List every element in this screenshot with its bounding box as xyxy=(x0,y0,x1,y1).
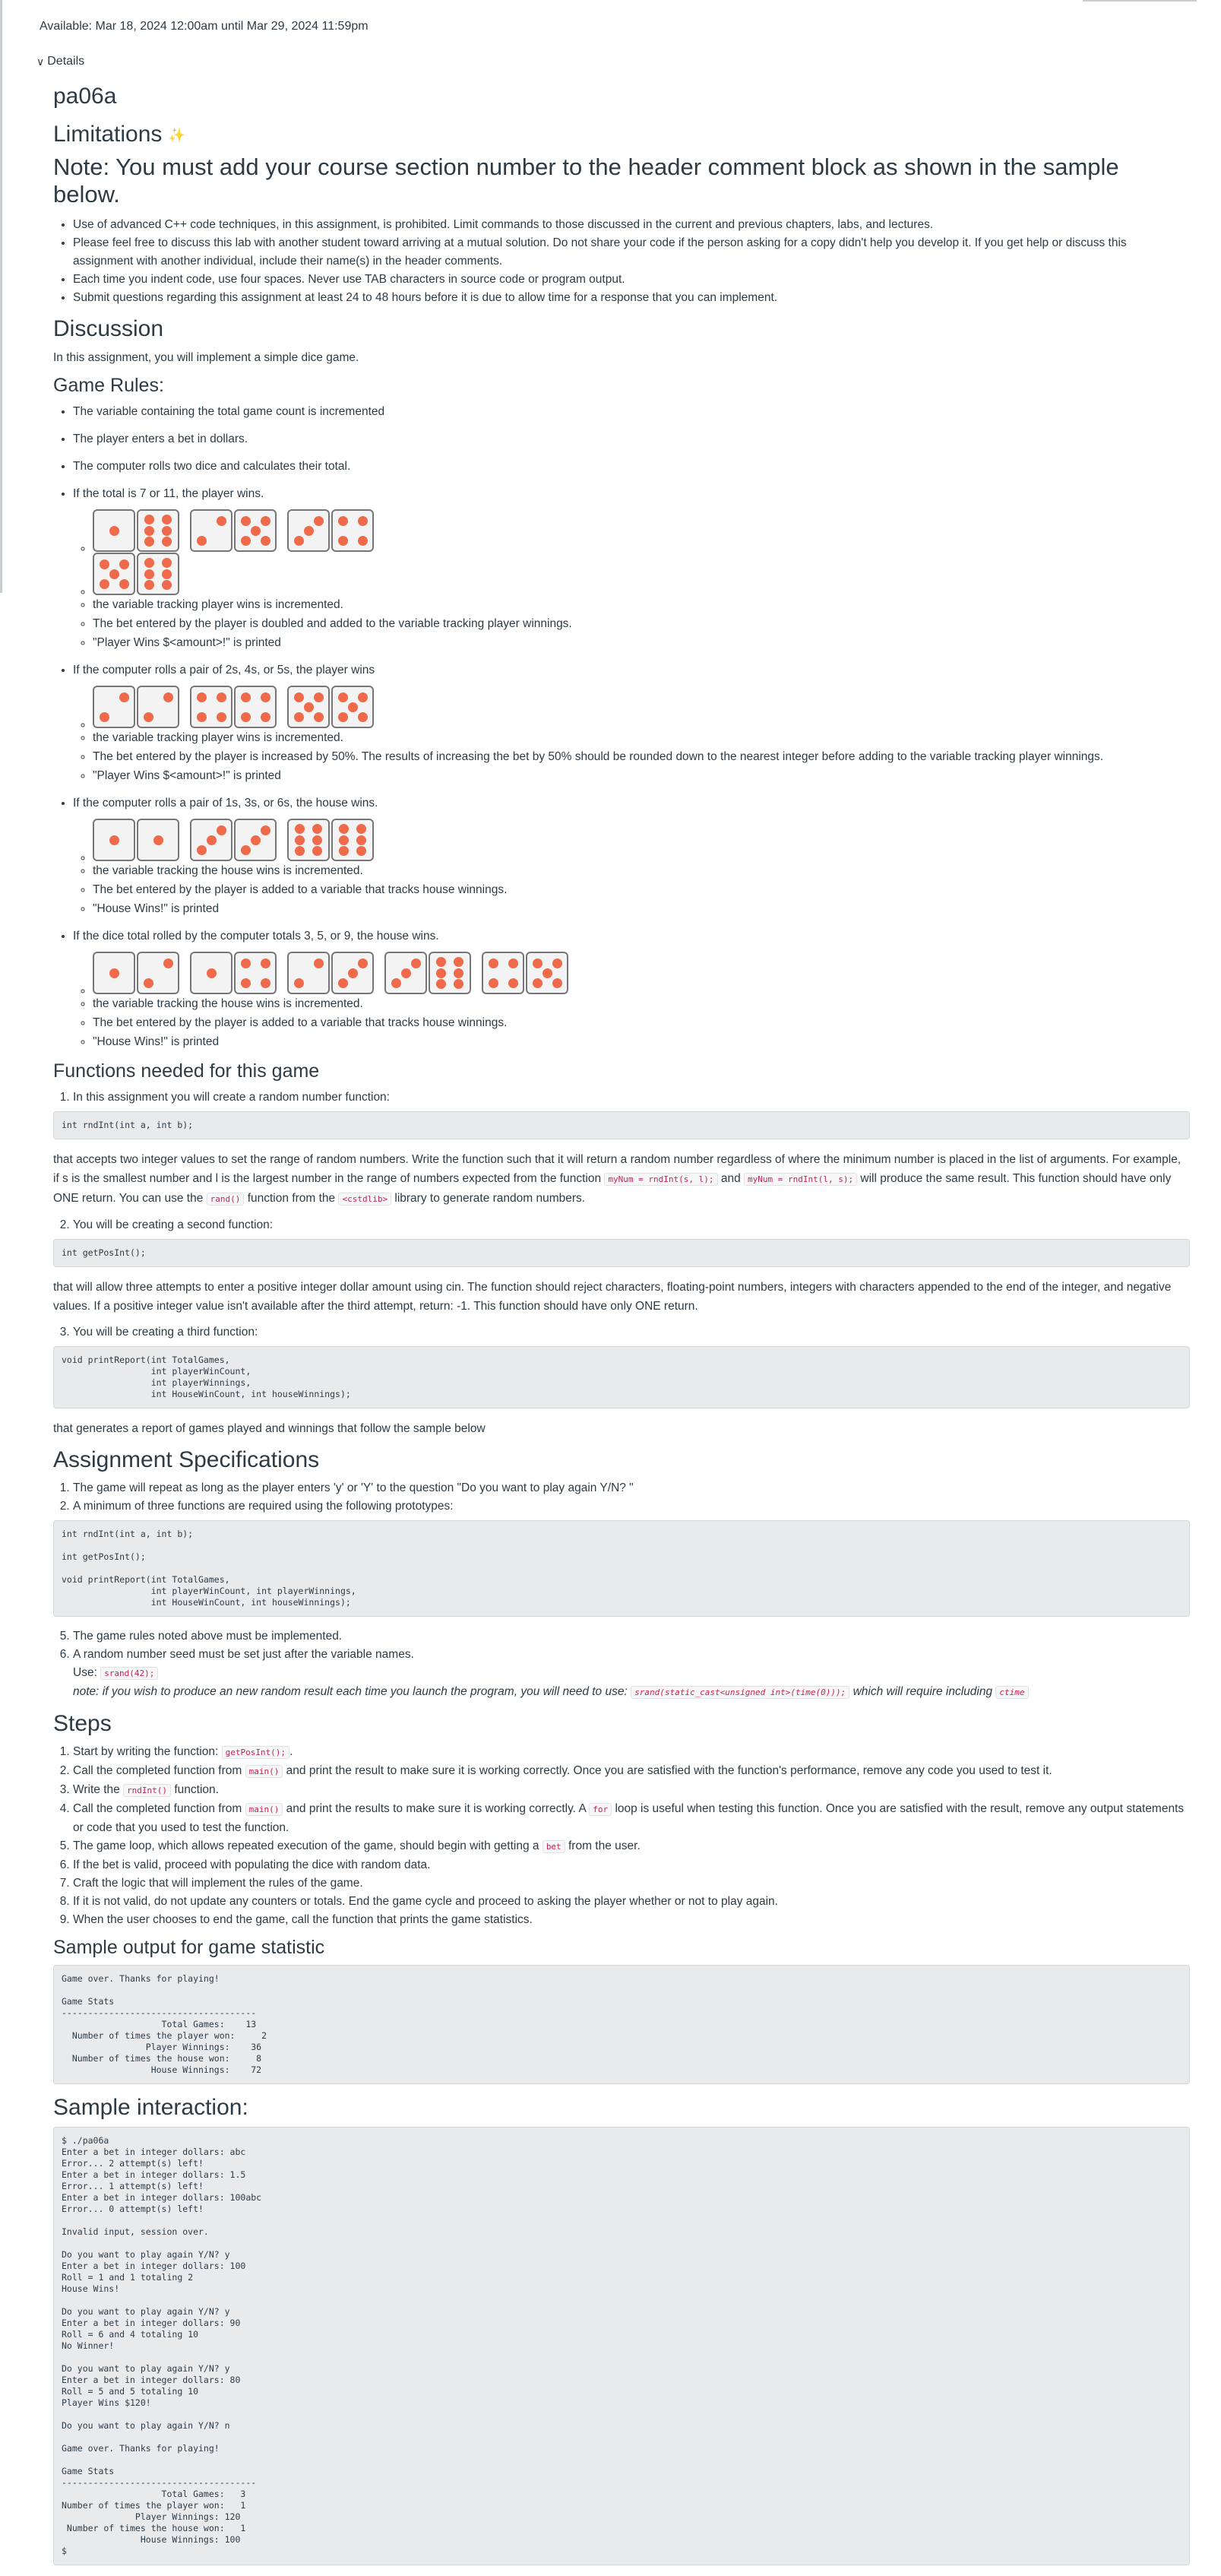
inline-code: main() xyxy=(245,1803,283,1816)
dice-image-row xyxy=(93,819,1190,861)
inline-code: for xyxy=(589,1803,612,1816)
limitations-list xyxy=(53,216,1190,307)
list-item: • Each time you indent code, use four spaces. Never use TAB characters in source code or program output. xyxy=(73,271,1190,289)
pip xyxy=(197,845,207,855)
pip xyxy=(312,835,322,845)
limitations-heading xyxy=(53,122,1190,147)
list-item xyxy=(73,1646,1190,1702)
pip xyxy=(508,958,518,968)
die-face-1 xyxy=(93,819,135,861)
code-block: void printReport(int TotalGames, int playerWinCount, int playerWinnings, int HouseWinCount, int houseWinnings); xyxy=(53,1346,1190,1408)
inline-code: ctime xyxy=(995,1686,1028,1699)
list-item xyxy=(73,1800,1190,1837)
dice-pair xyxy=(190,952,277,994)
text: Use: xyxy=(73,1666,97,1679)
dice-image-row xyxy=(93,952,1190,994)
dice-pair xyxy=(287,819,374,861)
die-face-2 xyxy=(137,686,179,728)
pip xyxy=(144,526,154,536)
pip xyxy=(294,978,304,988)
pip xyxy=(100,712,109,722)
pip xyxy=(314,958,324,968)
list-item: • The computer rolls two dice and calculates their total. xyxy=(73,458,1190,476)
pip xyxy=(241,536,251,546)
pip xyxy=(338,978,348,988)
pip xyxy=(162,569,172,579)
sample-stats-heading: Sample output for game statistic xyxy=(53,1937,325,1958)
pip xyxy=(261,825,270,835)
game-rules-list xyxy=(53,403,1190,1051)
text: Call the completed function from xyxy=(73,1802,242,1815)
pip xyxy=(109,569,119,579)
die-face-3 xyxy=(331,952,374,994)
list-item: ◦ The bet entered by the player is increased by 50%. The results of increasing the bet by 50% should be rounded down to the nearest integer before adding to the variable tracking player winnings. xyxy=(93,748,1190,766)
inline-code: getPosInt(); xyxy=(222,1746,289,1759)
dice-image-row xyxy=(93,553,1190,595)
pip xyxy=(358,516,368,526)
list-item: • Use of advanced C++ code techniques, in this assignment, is prohibited. Limit commands to those discussed in the current and previous chapters, labs, and lectures. xyxy=(73,216,1190,234)
text: loop is useful when testing this function. Once you are satisfied with the result, remove any output statements or code that you used to test the function. xyxy=(73,1802,1185,1834)
list-item xyxy=(73,1781,1190,1800)
pip xyxy=(533,958,542,968)
pip xyxy=(261,978,270,988)
pip xyxy=(197,712,207,722)
pip xyxy=(304,526,314,536)
die-face-5 xyxy=(234,509,277,552)
pip xyxy=(295,835,305,845)
pip xyxy=(391,978,401,988)
die-face-4 xyxy=(190,686,232,728)
pip xyxy=(358,712,368,722)
code-block: int rndInt(int a, int b); int getPosInt(); void printReport(int TotalGames, int playerWinCount, int playerWinnings, int HouseWinCount, int houseWinnings); xyxy=(53,1520,1190,1617)
limitations-heading-text: Limitations xyxy=(53,122,163,147)
pip xyxy=(163,692,173,702)
steps-list xyxy=(53,1743,1190,1929)
text: The game loop, which allows repeated execution of the game, should begin with getting a xyxy=(73,1839,539,1852)
pip xyxy=(339,846,349,856)
pip xyxy=(162,558,172,568)
dice-pair xyxy=(287,509,374,552)
rule-case xyxy=(73,927,1190,1051)
die-face-3 xyxy=(287,509,330,552)
list-item: ◦ "House Wins!" is printed xyxy=(93,1033,1190,1051)
rule-case-sublist xyxy=(73,686,1190,785)
pip xyxy=(261,516,270,526)
function-2-description: that will allow three attempts to enter a positive integer dollar amount using cin. The function should reject characters, floating-point numbers, integers with characters appended to the end of the integer, and negative values. If a positive integer value isn't available after the third attempt, return: -1. This function should have only ONE return. xyxy=(53,1281,1172,1313)
die-face-2 xyxy=(93,686,135,728)
dice-pair xyxy=(482,952,568,994)
dice-pair xyxy=(190,509,277,552)
pip xyxy=(162,537,172,547)
pip xyxy=(251,835,261,845)
pip xyxy=(197,536,207,546)
text: which will require including xyxy=(852,1685,993,1698)
pip xyxy=(109,968,119,978)
text: that accepts two integer values to set the range of random numbers. Write the function such that it will return a random number regardless of where the minimum number is placed in the list of arguments. For example, if s is the smallest number and l is the largest number in the range of numbers expected from the function xyxy=(53,1153,1181,1185)
steps-heading: Steps xyxy=(53,1711,112,1736)
die-face-3 xyxy=(384,952,427,994)
pip xyxy=(100,559,109,569)
sample-interaction-heading: Sample interaction: xyxy=(53,2095,248,2120)
left-scroll-edge[interactable] xyxy=(0,0,2,593)
pip xyxy=(339,835,349,845)
pip xyxy=(163,958,173,968)
list-item: ◦ "House Wins!" is printed xyxy=(93,900,1190,918)
pip xyxy=(197,692,207,702)
pip xyxy=(261,958,270,968)
pip xyxy=(162,515,172,524)
pip xyxy=(314,692,324,702)
die-face-4 xyxy=(234,686,277,728)
pip xyxy=(356,824,366,834)
assignment-title: pa06a xyxy=(53,84,117,109)
die-face-6 xyxy=(429,952,471,994)
pip xyxy=(489,958,498,968)
pip xyxy=(436,979,446,989)
list-item: ◦ the variable tracking player wins is incremented. xyxy=(93,596,1190,614)
pip xyxy=(338,516,348,526)
function-3-description: that generates a report of games played and winnings that follow the sample below xyxy=(53,1422,486,1435)
text: from the user. xyxy=(568,1839,641,1852)
list-item xyxy=(73,1762,1190,1781)
functions-list-3 xyxy=(53,1323,1190,1342)
die-face-5 xyxy=(331,686,374,728)
die-face-3 xyxy=(234,819,277,861)
dice-row xyxy=(93,509,1190,552)
pip xyxy=(295,846,305,856)
pip xyxy=(109,526,119,536)
dice-image-row xyxy=(93,686,1190,728)
list-item: 1. In this assignment you will create a random number function: xyxy=(73,1088,1190,1107)
dice-pair xyxy=(190,819,277,861)
list-item: ◦ The bet entered by the player is added to a variable that tracks house winnings. xyxy=(93,1014,1190,1032)
inline-code: srand(42); xyxy=(100,1667,158,1680)
pip xyxy=(207,968,217,978)
pip xyxy=(348,702,358,712)
dice-pair xyxy=(384,952,471,994)
sample-stats-code: Game over. Thanks for playing! Game Stats ------------------------------------- Total Games: 13 Number of times the player won: 2 Player Winnings: 36 Number of times the house won: 8 House Winnings: 72 xyxy=(53,1965,1190,2084)
details-toggle[interactable] xyxy=(36,55,84,68)
rule-case xyxy=(73,485,1190,652)
pip xyxy=(241,978,251,988)
list-item: • The variable containing the total game count is incremented xyxy=(73,403,1190,421)
list-item: ◦ The bet entered by the player is doubled and added to the variable tracking player winnings. xyxy=(93,615,1190,633)
die-face-1 xyxy=(93,952,135,994)
pip xyxy=(261,536,270,546)
rule-case-sublist xyxy=(73,819,1190,918)
list-item xyxy=(73,1743,1190,1762)
die-face-2 xyxy=(287,952,330,994)
pip xyxy=(217,712,226,722)
pip xyxy=(339,824,349,834)
inline-code: rndInt() xyxy=(123,1784,171,1797)
code-block: int rndInt(int a, int b); xyxy=(53,1111,1190,1139)
pip xyxy=(261,692,270,702)
pip xyxy=(454,957,463,967)
inline-code: rand() xyxy=(207,1193,245,1206)
top-divider xyxy=(1083,0,1197,2)
pip xyxy=(144,569,154,579)
dice-row xyxy=(93,952,1190,994)
function-1-description xyxy=(53,1150,1190,1209)
dice-pair xyxy=(190,686,277,728)
pip xyxy=(454,979,463,989)
pip xyxy=(356,835,366,845)
pip xyxy=(454,968,463,978)
text: Start by writing the function: xyxy=(73,1745,219,1758)
sample-interaction-code: $ ./pa06a Enter a bet in integer dollars: abc Error... 2 attempt(s) left! Enter a bet in integer dollars: 1.5 Error... 1 attempt(s) left! Enter a bet in integer dollars: 100abc Error... 0 attempt(s) left! Invalid input, session over. Do you want to play again Y/N? y Enter a bet in integer dollars: 100 Roll = 1 and 1 totaling 2 House Wins! Do you want to play again Y/N? y Enter a bet in integer dollars: 90 Roll = 6 and 4 totaling 10 No Winner! Do you want to play again Y/N? y Enter a bet in integer dollars: 80 Roll = 5 and 5 totaling 10 Player Wins $120! Do you want to play again Y/N? n Game over. Thanks for playing! Game Stats ------------------------------------- Total Games: 3 Number of times the player won: 1 Player Winnings: 120 Number of times the house won: 1 House Winnings: 100 $ xyxy=(53,2127,1190,2565)
pip xyxy=(119,692,129,702)
text: Write the xyxy=(73,1783,120,1796)
dice-pair xyxy=(287,686,374,728)
inline-code: main() xyxy=(245,1765,283,1778)
specs-heading: Assignment Specifications xyxy=(53,1447,320,1472)
pip xyxy=(119,559,129,569)
dice-pair xyxy=(287,952,374,994)
dice-row xyxy=(93,553,1190,595)
dice-image-row xyxy=(93,509,1190,552)
assignment-content xyxy=(53,82,1190,2576)
pip xyxy=(144,712,153,722)
list-item: ◦ the variable tracking player wins is incremented. xyxy=(93,729,1190,747)
die-face-6 xyxy=(287,819,330,861)
pip xyxy=(109,835,119,845)
list-item: • Please feel free to discuss this lab with another student toward arriving at a mutual solution. Do not share your code if the person asking for a copy didn't help you develop it. If you get help or discuss this assignment with another individual, include their name(s) in the header comments. xyxy=(73,234,1190,271)
sparkle-icon[interactable]: ✨ xyxy=(168,127,186,143)
availability-text: Available: Mar 18, 2024 12:00am until Mar 29, 2024 11:59pm xyxy=(40,20,369,33)
section-number-note: Note: You must add your course section number to the header comment block as shown in the sample below. xyxy=(53,154,1119,208)
rule-case-title: If the computer rolls a pair of 1s, 3s, or 6s, the house wins. xyxy=(73,797,378,810)
inline-code: bet xyxy=(542,1840,565,1853)
dice-pair xyxy=(93,553,179,595)
specs-list xyxy=(53,1479,1190,1516)
pip xyxy=(295,824,305,834)
pip xyxy=(294,692,304,702)
pip xyxy=(411,958,421,968)
list-item: • The player enters a bet in dollars. xyxy=(73,430,1190,448)
pip xyxy=(251,526,261,536)
pip xyxy=(338,692,348,702)
text: Call the completed function from xyxy=(73,1764,242,1777)
pip xyxy=(508,978,518,988)
discussion-heading: Discussion xyxy=(53,316,164,341)
pip xyxy=(241,516,251,526)
text: will produce the same result. This function should have only ONE return. You can use the xyxy=(53,1172,1172,1205)
die-face-6 xyxy=(331,819,374,861)
inline-code: myNum = rndInt(s, l); xyxy=(604,1173,717,1186)
pip xyxy=(144,558,154,568)
pip xyxy=(314,516,324,526)
pip xyxy=(162,526,172,536)
die-face-2 xyxy=(137,952,179,994)
die-face-5 xyxy=(287,686,330,728)
pip xyxy=(552,978,562,988)
die-face-4 xyxy=(331,509,374,552)
pip xyxy=(241,845,251,855)
dice-pair xyxy=(93,686,179,728)
list-item: ◦ The bet entered by the player is added to a variable that tracks house winnings. xyxy=(93,881,1190,899)
pip xyxy=(533,978,542,988)
rule-case-sublist xyxy=(73,952,1190,1051)
pip xyxy=(261,712,270,722)
die-face-4 xyxy=(234,952,277,994)
pip xyxy=(338,536,348,546)
chevron-down-icon: ∨ xyxy=(36,55,45,68)
pip xyxy=(542,968,552,978)
discussion-text: In this assignment, you will implement a simple dice game. xyxy=(53,351,359,364)
list-item xyxy=(73,1837,1190,1856)
pip xyxy=(217,825,226,835)
list-item: 2. A minimum of three functions are required using the following prototypes: xyxy=(73,1497,1190,1516)
pip xyxy=(241,958,251,968)
pip xyxy=(436,968,446,978)
pip xyxy=(356,846,366,856)
die-face-1 xyxy=(190,952,232,994)
text: and print the results to make sure it is working correctly. A xyxy=(286,1802,586,1815)
pip xyxy=(358,958,368,968)
list-item: 2. You will be creating a second function: xyxy=(73,1216,1190,1234)
pip xyxy=(348,968,358,978)
pip xyxy=(358,692,368,702)
pip xyxy=(153,835,163,845)
functions-list-1 xyxy=(53,1088,1190,1107)
list-item: 7. Craft the logic that will implement the rules of the game. xyxy=(73,1874,1190,1893)
details-label: Details xyxy=(47,55,85,68)
pip xyxy=(144,537,154,547)
dice-row xyxy=(93,819,1190,861)
pip xyxy=(217,516,226,526)
pip xyxy=(436,957,446,967)
die-face-1 xyxy=(93,509,135,552)
dice-pair xyxy=(93,819,179,861)
die-face-2 xyxy=(190,509,232,552)
text: . xyxy=(289,1745,293,1758)
top-bar xyxy=(0,0,1221,46)
dice-pair xyxy=(93,952,179,994)
list-item: 3. You will be creating a third function: xyxy=(73,1323,1190,1342)
functions-heading: Functions needed for this game xyxy=(53,1060,320,1082)
rule-case xyxy=(73,661,1190,785)
die-face-5 xyxy=(526,952,568,994)
text: library to generate random numbers. xyxy=(394,1192,586,1205)
die-face-3 xyxy=(190,819,232,861)
list-item: 9. When the user chooses to end the game, call the function that prints the game statistics. xyxy=(73,1911,1190,1929)
pip xyxy=(304,702,314,712)
list-item: • Submit questions regarding this assignment at least 24 to 48 hours before it is due to allow time for a response that you can implement. xyxy=(73,289,1190,307)
pip xyxy=(207,835,217,845)
pip xyxy=(401,968,411,978)
pip xyxy=(312,824,322,834)
pip xyxy=(100,579,109,589)
die-face-5 xyxy=(93,553,135,595)
list-item: ◦ the variable tracking the house wins is incremented. xyxy=(93,995,1190,1013)
dice-row xyxy=(93,686,1190,728)
pip xyxy=(552,958,562,968)
text: and print the result to make sure it is working correctly. Once you are satisfied with the function's performance, remove any code you used to test it. xyxy=(286,1764,1052,1777)
inline-code: srand(static_cast<unsigned int>(time(0))); xyxy=(631,1686,849,1699)
pip xyxy=(217,692,226,702)
list-item: 1. The game will repeat as long as the player enters 'y' or 'Y' to the question "Do you want to play again Y/N? " xyxy=(73,1479,1190,1497)
dice-pair xyxy=(93,509,179,552)
pip xyxy=(489,978,498,988)
inline-code: <cstdlib> xyxy=(338,1193,391,1206)
text: function from the xyxy=(247,1192,336,1205)
list-item: 8. If it is not valid, do not update any counters or totals. End the game cycle and proceed to asking the player whether or not to play again. xyxy=(73,1893,1190,1911)
list-item: 5. The game rules noted above must be implemented. xyxy=(73,1627,1190,1646)
rule-case xyxy=(73,794,1190,918)
text: A random number seed must be set just after the variable names. xyxy=(73,1648,414,1661)
die-face-6 xyxy=(137,553,179,595)
text: note: if you wish to produce an new random result each time you launch the program, you will need to use: xyxy=(73,1685,628,1698)
rule-case-title: If the dice total rolled by the computer totals 3, 5, or 9, the house wins. xyxy=(73,930,439,943)
list-item: ◦ "Player Wins $<amount>!" is printed xyxy=(93,767,1190,785)
inline-code: myNum = rndInt(l, s); xyxy=(744,1173,857,1186)
rule-case-sublist xyxy=(73,509,1190,652)
pip xyxy=(358,536,368,546)
code-block: int getPosInt(); xyxy=(53,1239,1190,1267)
game-rules-heading: Game Rules: xyxy=(53,375,164,396)
pip xyxy=(144,580,154,590)
pip xyxy=(314,712,324,722)
specs-list-2 xyxy=(53,1627,1190,1702)
pip xyxy=(294,536,304,546)
pip xyxy=(119,579,129,589)
die-face-6 xyxy=(137,509,179,552)
text: function. xyxy=(174,1783,219,1796)
seed-note xyxy=(73,1685,1029,1698)
pip xyxy=(144,978,153,988)
die-face-4 xyxy=(482,952,524,994)
functions-list-2 xyxy=(53,1216,1190,1234)
pip xyxy=(338,712,348,722)
pip xyxy=(144,515,154,524)
rule-case-title: If the total is 7 or 11, the player wins. xyxy=(73,487,264,500)
rule-case-title: If the computer rolls a pair of 2s, 4s, or 5s, the player wins xyxy=(73,664,375,676)
pip xyxy=(162,580,172,590)
list-item: 6. If the bet is valid, proceed with populating the dice with random data. xyxy=(73,1856,1190,1874)
pip xyxy=(294,712,304,722)
pip xyxy=(312,846,322,856)
list-item: ◦ "Player Wins $<amount>!" is printed xyxy=(93,634,1190,652)
pip xyxy=(241,692,251,702)
text: and xyxy=(720,1172,741,1185)
die-face-1 xyxy=(137,819,179,861)
pip xyxy=(241,712,251,722)
list-item: ◦ the variable tracking the house wins is incremented. xyxy=(93,862,1190,880)
